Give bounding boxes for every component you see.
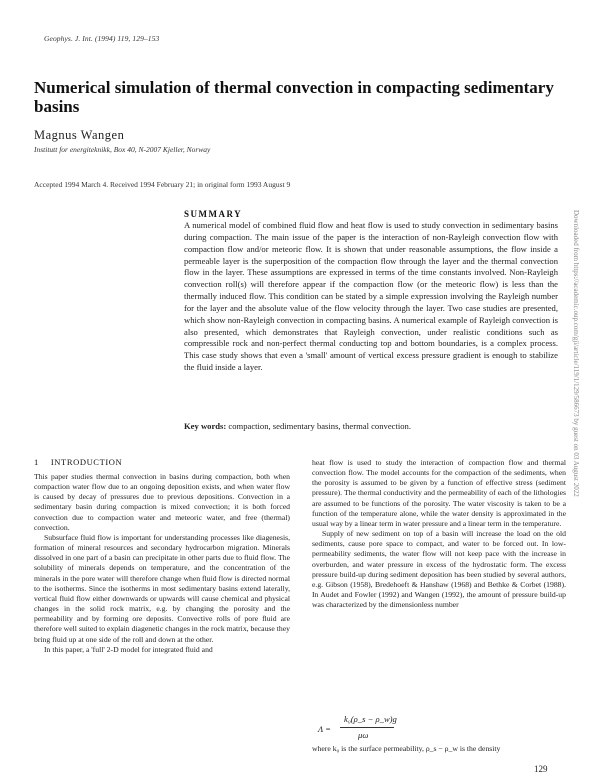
keywords-line (184, 421, 558, 431)
paragraph: This paper studies thermal convection in basins during compaction, both when compaction water flow due to an ongoing deposition exists, and when water flow is caused by decay of pressures due to previous depositions. Convection in a sedimentary basin during compaction is mixed convection; it is both forced convection due to compaction water and meteoric water, and free (thermal) convection. (34, 472, 290, 532)
equation-denominator: μω (358, 730, 369, 740)
equation-numerator: k₀(ρ_s − ρ_w)g (344, 714, 397, 724)
keywords-label: Key words: (184, 421, 227, 431)
journal-reference: Geophys. J. Int. (1994) 119, 129–153 (44, 34, 160, 43)
article-title: Numerical simulation of thermal convection in compacting sedimentary basins (34, 78, 554, 116)
paragraph: In this paper, a 'full' 2-D model for integrated fluid and (44, 644, 213, 654)
page-number: 129 (534, 764, 548, 774)
continuation-text: where k₀ is the surface permeability, ρ_s − ρ_w is the density (312, 744, 501, 753)
paragraph: Subsurface fluid flow is important for understanding processes like diagenesis, formation of mineral resources and secondary hydrocarbon migration. Minerals dissolved in one part of a basin can precipitate in other parts due to fluid flow. The solubility of minerals depends on temperature, and the concentration of the minerals in the pore water will therefore change when fluid flow is directed normal to the isotherms. Since the isotherms in most sedimentary basins extend laterally, vertical fluid flow either downwards or upwards will cause chemical and physical changes in the solid rock matrix, e.g. by changing the porosity and the permeability and by forming ore deposits. Convective rolls of pore fluid are therefore well suited to explain diagenetic changes in the rock matrix, because they bring fluid up at one side of the roll and down at the other. (34, 532, 290, 644)
publication-dates: Accepted 1994 March 4. Received 1994 February 21; in original form 1993 August 9 (34, 180, 291, 189)
section-heading (34, 457, 122, 467)
equation-lhs: Λ = (318, 724, 331, 734)
section-title: INTRODUCTION (50, 457, 123, 467)
section-number: 1 (34, 457, 39, 467)
author-name: Magnus Wangen (34, 128, 125, 142)
download-watermark (572, 210, 590, 630)
right-column (312, 458, 566, 610)
download-note-text: Downloaded from https://academic.oup.com/gji/article/119/1/129/586673 by guest on 03 August 2022 (572, 210, 580, 497)
summary-text: A numerical model of combined fluid flow and heat flow is used to study convection in sedimentary basins during compaction. The main issue of the paper is the interaction of non-Rayleigh convection flow with compaction flow and/or meteoric flow. It is shown that under reasonable assumptions, the flow inside a permeable layer is the superposition of the compaction flow through the layer and the thermal convection flow in the layer. These assumptions are expressed in terms of the time constants involved. Non-Rayleigh convection roll(s) will therefore appear if the compaction flow (or the meteoric flow) is less than the thermally induced flow. This condition can be stated by a simple expression involving the Rayleigh number for the layer and the absolute value of the flow velocity through the layer. Two case studies are presented, which show non-Rayleigh convection in compacting basins. A numerical example of Rayleigh convection is also presented, which demonstrates that Rayleigh convection, under realistic conditions such as compressible rock and non-perfect thermal conducting top and bottom boundaries, is a complex process. This case study shows that even a 'small' amount of vertical excess pressure gradient is enough to stabilize the fluid inside a layer. (184, 220, 558, 373)
left-column (34, 472, 290, 655)
paragraph: heat flow is used to study the interaction of compaction flow and thermal convection flow. The model accounts for the compaction of the sediments, when the porosity is assumed to be given by a function of effective stress (sediment pressure). The thermal conductivity and the permeability of each of the lithologies are assumed to be functions of the porosity. The water viscosity is taken to be a function of the temperature alone, while the water density is approximated in the usual way by a linear term in water pressure and a linear term in the temperature. (312, 458, 566, 528)
paragraph: Supply of new sediment on top of a basin will increase the load on the old sediments, cause pore space to compact, and water to be forced out. In low-permeability sediments, the water flow will not keep pace with the increase in overburden, and water pressure in excess of the hydrostatic form. The excess pressure build-up during sediment deposition has been studied by several authors, e.g. Gibson (1958), Bredehoeft & Hanshaw (1968) and Bethke & Corbet (1988). In Audet and Fowler (1992) and Wangen (1992), the amount of pressure build-up was characterized by the dimensionless number (312, 529, 566, 610)
summary-heading: SUMMARY (184, 209, 243, 219)
author-affiliation: Institutt for energiteknikk, Box 40, N-2007 Kjeller, Norway (34, 145, 211, 154)
fraction-bar (340, 727, 394, 728)
keywords-list: compaction, sedimentary basins, thermal convection. (228, 421, 411, 431)
